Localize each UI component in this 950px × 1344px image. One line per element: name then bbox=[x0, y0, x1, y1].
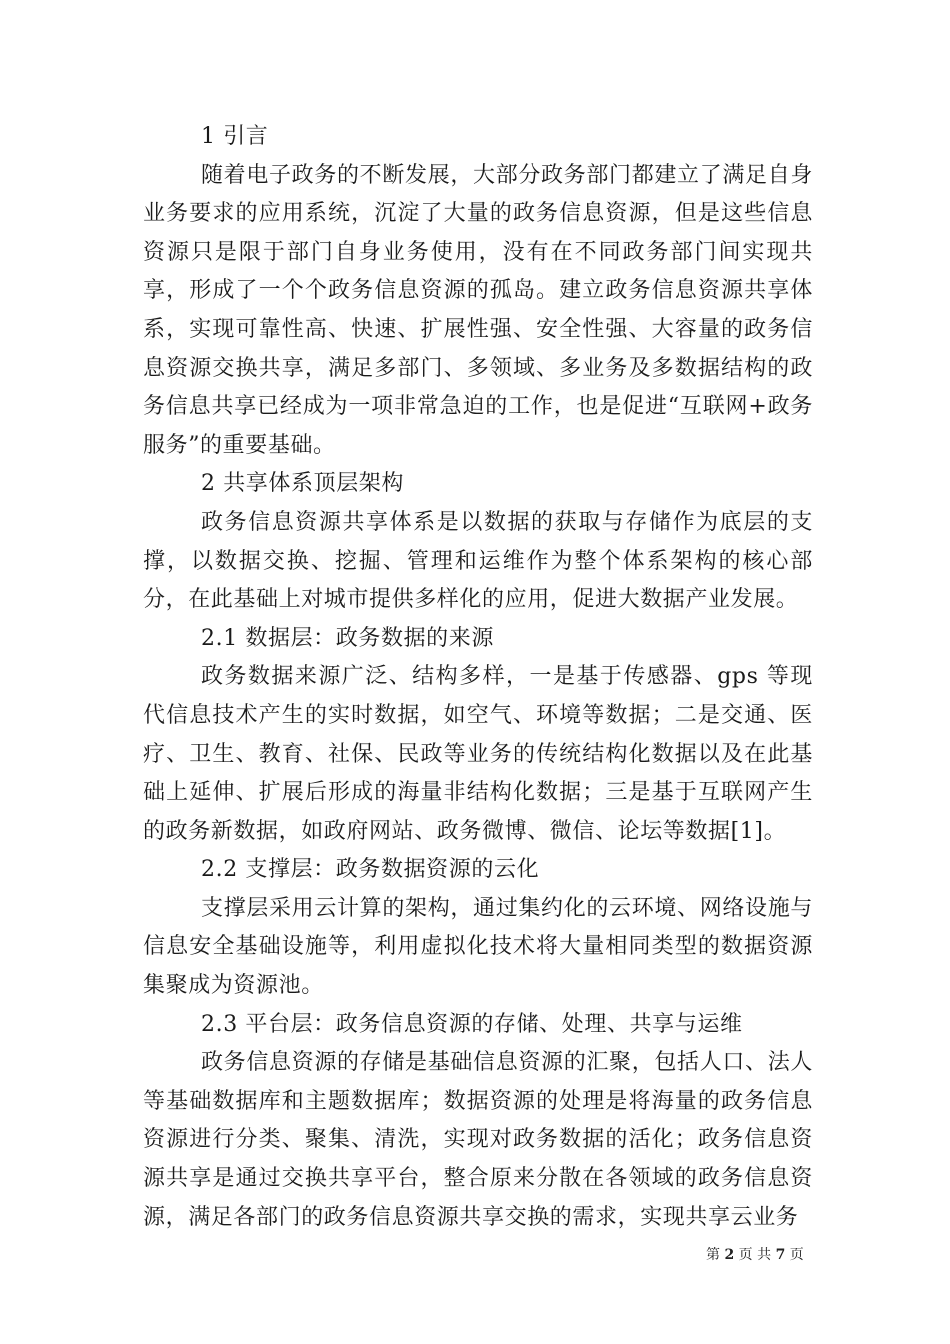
footer-middle: 页 共 bbox=[738, 1247, 772, 1263]
current-page-number: 2 bbox=[724, 1247, 735, 1263]
paragraph-architecture: 政务信息资源共享体系是以数据的获取与存储作为底层的支撑，以数据交换、挖掘、管理和运维作为整个体系架构的核心部分，在此基础上对城市提供多样化的应用，促进大数据产业发展。 bbox=[143, 509, 813, 613]
footer-suffix: 页 bbox=[789, 1247, 804, 1263]
section-heading-architecture: 2 共享体系顶层架构 bbox=[201, 471, 404, 497]
paragraph-introduction: 随着电子政务的不断发展，大部分政务部门都建立了满足自身业务要求的应用系统，沉淀了大量的政务信息资源，但是这些信息资源只是限于部门自身业务使用，没有在不同政务部门间实现共享，形成了一个个政务信息资源的孤岛。建立政务信息资源共享体系，实现可靠性高、快速、扩展性强、安全性强、大容量的政务信息资源交换共享，满足多部门、多领域、多业务及多数据结构的政务信息共享已经成为一项非常急迫的工作，也是促进“互联网+政务服务”的重要基础。 bbox=[143, 162, 813, 458]
section-heading-introduction: 1 引言 bbox=[201, 124, 269, 149]
paragraph-data-layer: 政务数据来源广泛、结构多样，一是基于传感器、gps 等现代信息技术产生的实时数据，如空气、环境等数据；二是交通、医疗、卫生、教育、社保、民政等业务的传统结构化数据以及在此基础上延伸、扩展后形成的海量非结构化数据；三是基于互联网产生的政务新数据，如政府网站、政务微博、微信、论坛等数据[1]。 bbox=[143, 664, 813, 844]
total-page-count: 7 bbox=[775, 1247, 786, 1263]
paragraph-support-layer: 支撑层采用云计算的架构，通过集约化的云环境、网络设施与信息安全基础设施等，利用虚拟化技术将大量相同类型的数据资源集聚成为资源池。 bbox=[143, 895, 813, 999]
paragraph-platform-layer: 政务信息资源的存储是基础信息资源的汇聚，包括人口、法人等基础数据库和主题数据库；数据资源的处理是将海量的政务信息资源进行分类、聚集、清洗，实现对政务数据的活化；政务信息资源共享是通过交换共享平台，整合原来分散在各领域的政务信息资源，满足各部门的政务信息资源共享交换的需求，实现共享云业务 bbox=[143, 1050, 813, 1230]
footer-prefix: 第 bbox=[706, 1247, 720, 1263]
section-heading-support-layer: 2.2 支撑层：政务数据资源的云化 bbox=[201, 857, 540, 883]
section-heading-data-layer: 2.1 数据层：政务数据的来源 bbox=[201, 625, 494, 651]
section-heading-platform-layer: 2.3 平台层：政务信息资源的存储、处理、共享与运维 bbox=[201, 1011, 743, 1037]
page-number-footer bbox=[706, 1245, 804, 1265]
document-body bbox=[143, 118, 813, 1237]
